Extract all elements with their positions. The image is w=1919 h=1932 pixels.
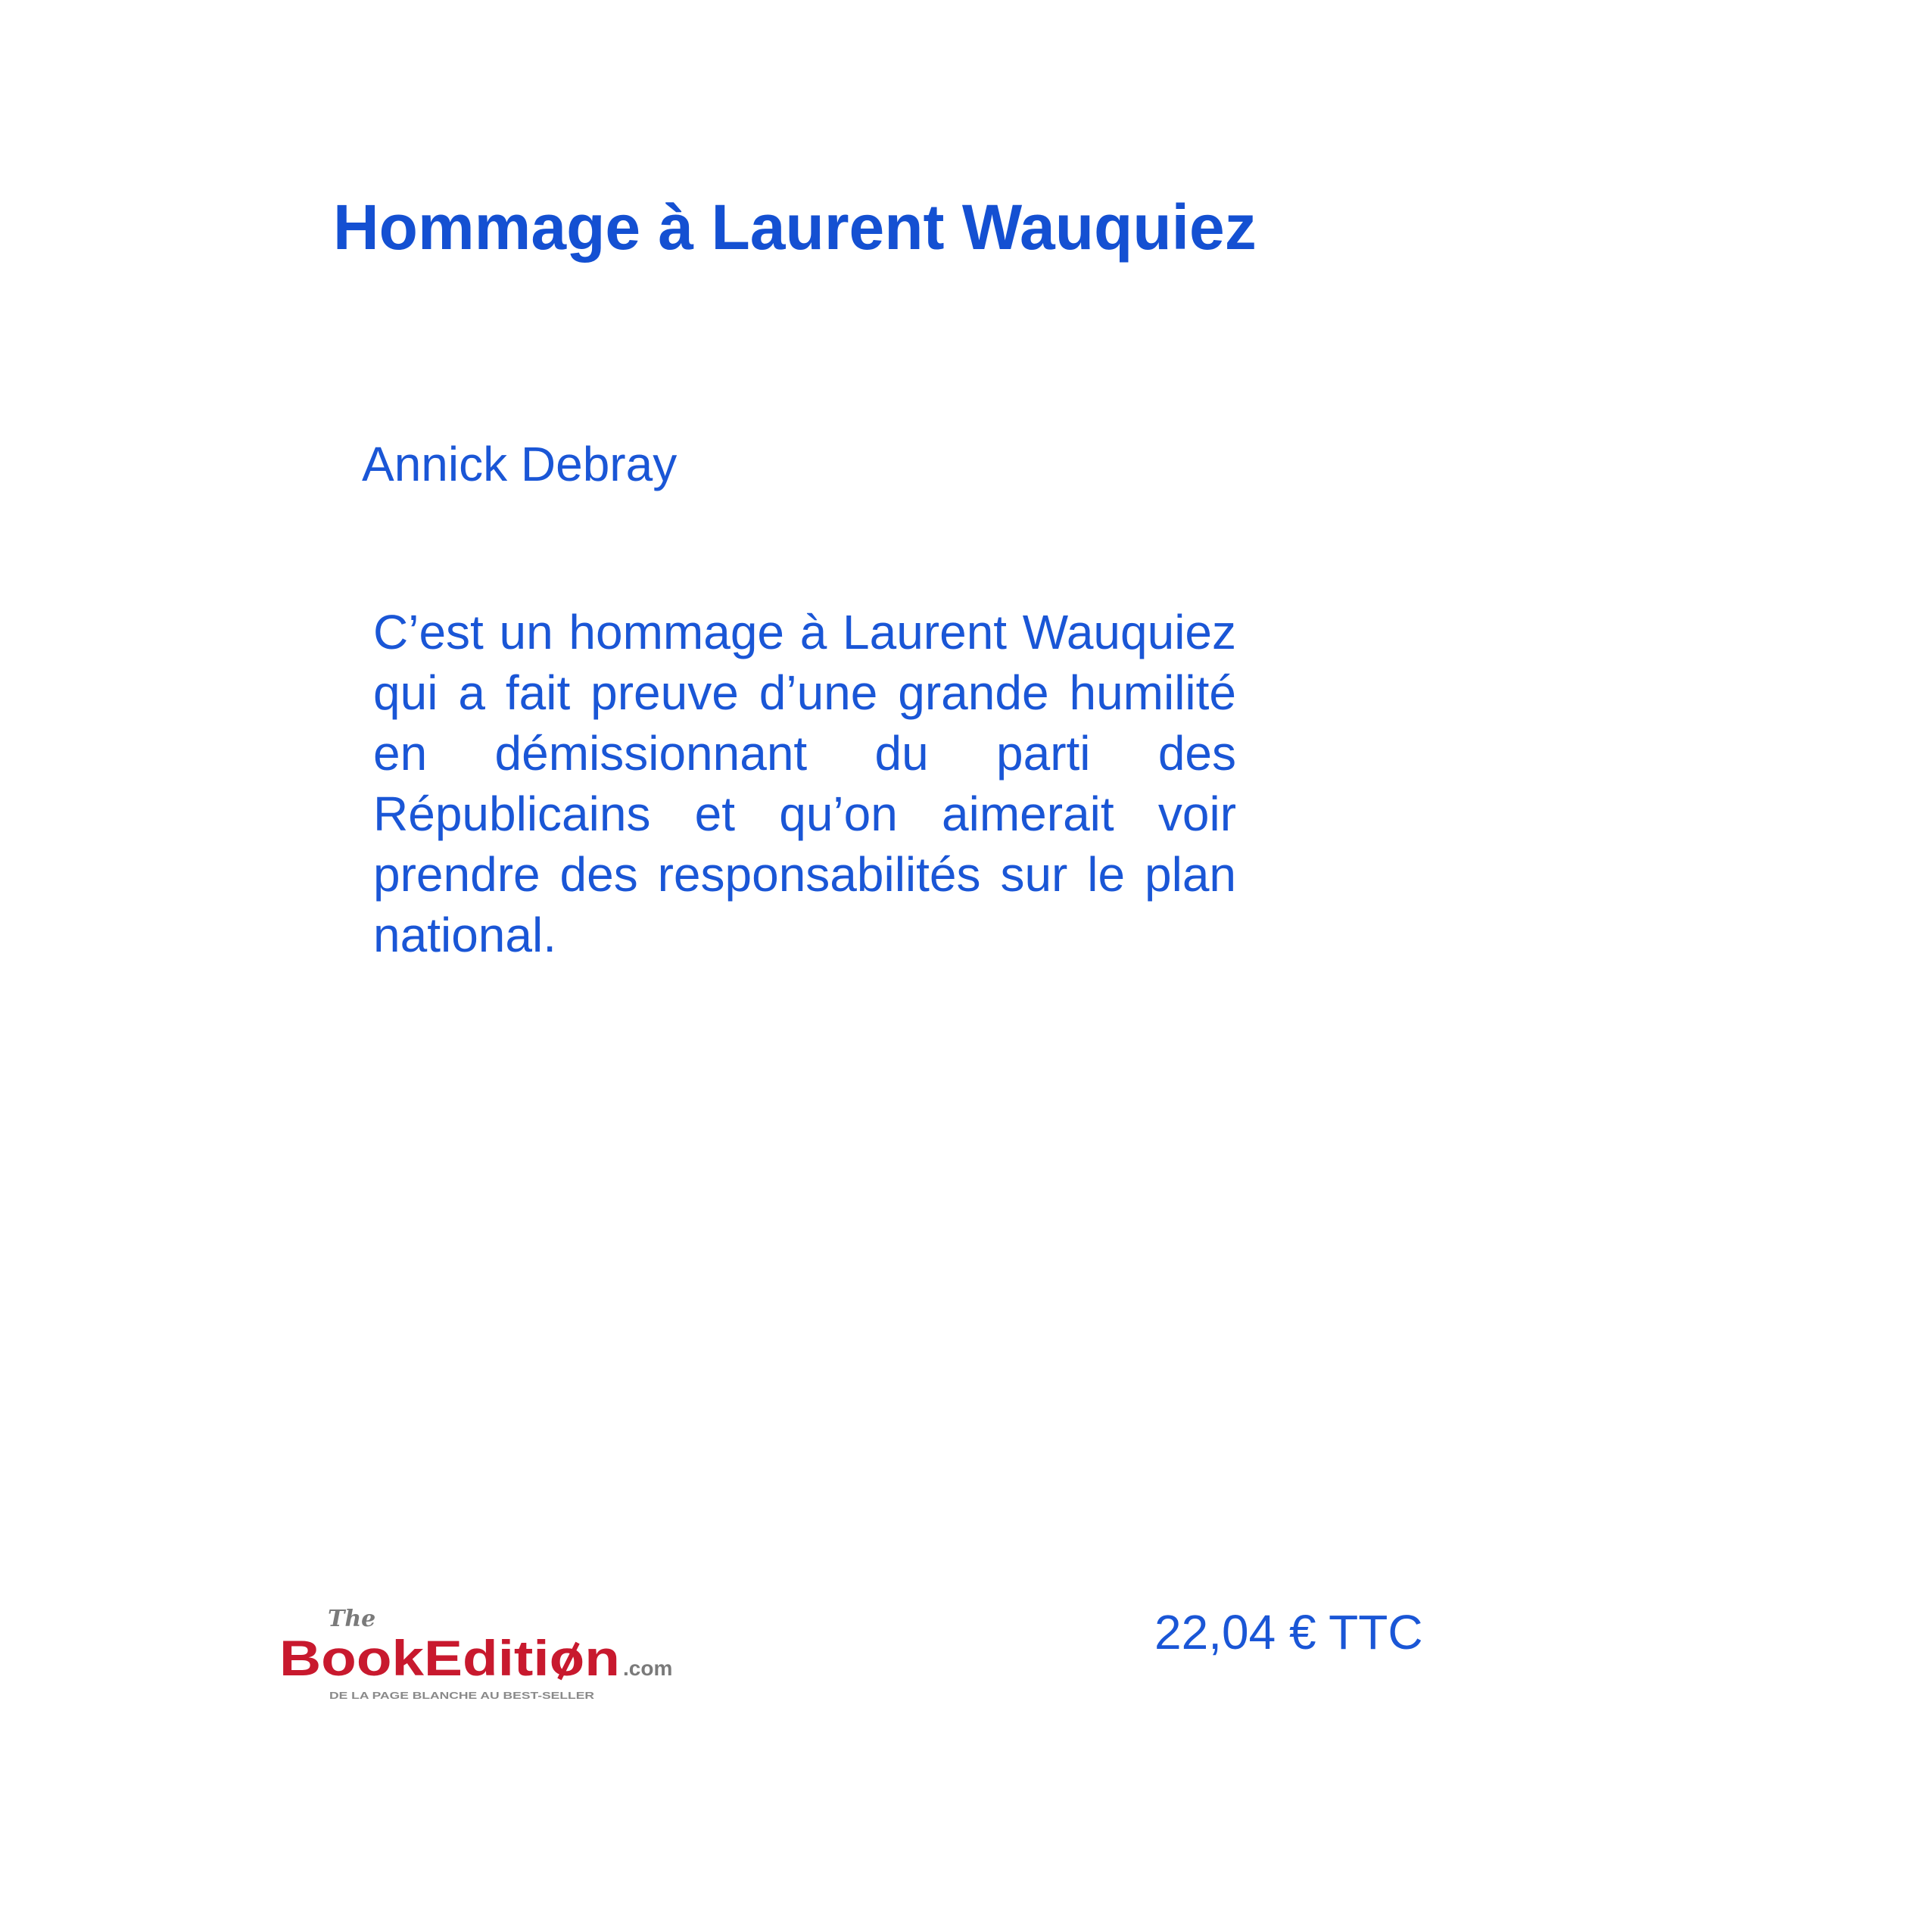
- logo-tagline: DE LA PAGE BLANCHE AU BEST-SELLER: [329, 1690, 595, 1701]
- thebookedition-logo-icon: [276, 1603, 685, 1709]
- book-price: 22,04 € TTC: [1154, 1605, 1423, 1659]
- book-title: Hommage à Laurent Wauquiez: [333, 192, 1257, 263]
- book-author: Annick Debray: [362, 437, 678, 491]
- book-blurb: C’est un hommage à Laurent Wauquiez qui a fait preuve d’une grande humilité en démissionnant du parti des Républicains et qu’on aimerait voir prendre des responsabilités sur le plan national.: [373, 605, 1236, 962]
- logo-name-end: n: [584, 1630, 615, 1686]
- logo-name-o: o: [549, 1630, 580, 1686]
- logo-prefix: The: [328, 1606, 376, 1632]
- logo-suffix: .com: [623, 1656, 673, 1680]
- logo-name-main: BookEditi: [279, 1630, 512, 1686]
